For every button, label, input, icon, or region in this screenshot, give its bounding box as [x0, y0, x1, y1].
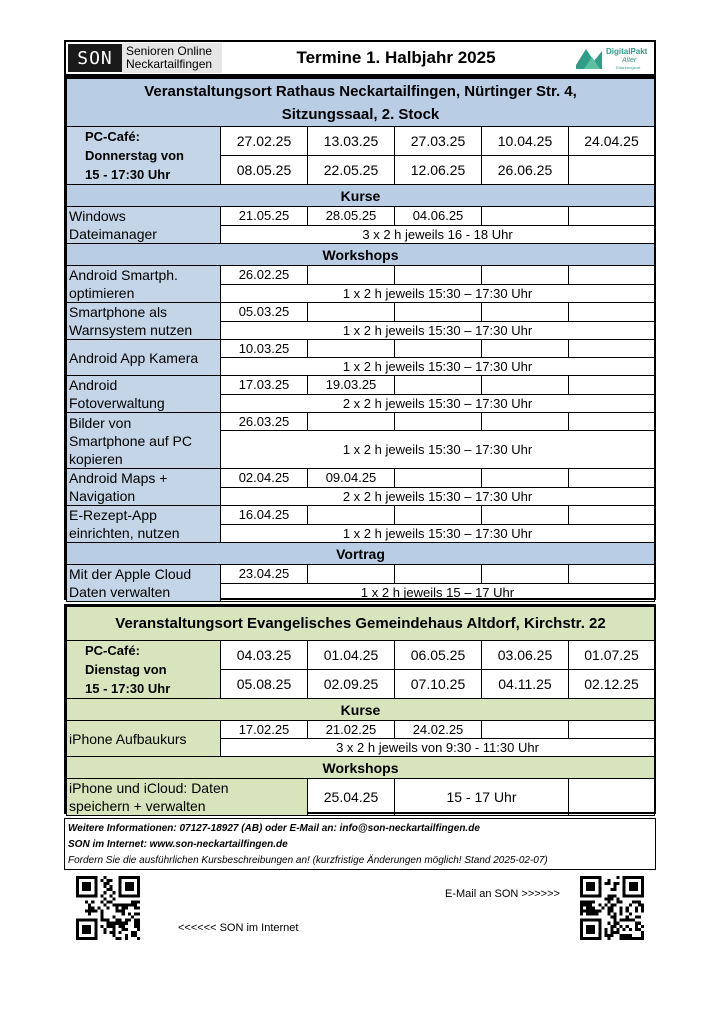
date-cell: [395, 469, 482, 488]
date-cell: 01.04.25: [308, 641, 395, 670]
date-cell: 21.05.25: [221, 207, 308, 226]
section-heading-workshops: Workshops: [67, 757, 655, 779]
date-cell: [482, 721, 569, 739]
date-cell: 07.10.25: [395, 670, 482, 699]
course-label-line1: Smartphone als: [69, 304, 168, 320]
venue2-table: [66, 606, 655, 816]
date-cell: 19.03.25: [308, 376, 395, 395]
date-cell: 10.03.25: [221, 340, 308, 358]
course-label: [67, 506, 221, 543]
date-cell: 10.04.25: [482, 127, 569, 156]
pc-cafe-line2: Dienstag von: [85, 662, 167, 677]
course-label-line2: Daten verwalten: [69, 584, 171, 600]
date-cell: [482, 207, 569, 226]
date-cell: 02.04.25: [221, 469, 308, 488]
course-label: iPhone Aufbaukurs: [67, 721, 221, 757]
course-label-line1: Mit der Apple Cloud: [69, 566, 192, 582]
course-label-line3: kopieren: [69, 450, 123, 467]
org-name-line2: Neckartailfingen: [126, 57, 213, 71]
course-label-line2: Navigation: [69, 488, 136, 504]
date-cell: 28.05.25: [308, 207, 395, 226]
date-cell: 26.02.25: [221, 266, 308, 285]
date-cell: [569, 156, 655, 185]
course-label-line2: Fotoverwaltung: [69, 395, 165, 411]
section-heading-kurse: Kurse: [67, 699, 655, 721]
date-cell: [569, 340, 655, 358]
partner-line2: Alter: [622, 57, 637, 64]
course-schedule-info: 1 x 2 h jeweils 15 – 17 Uhr: [221, 583, 655, 602]
course-label-line2: einrichten, nutzen: [69, 525, 180, 541]
org-name: [122, 43, 222, 73]
venue2-section: [64, 604, 656, 814]
date-cell: [395, 303, 482, 322]
venue2-pc-cafe-label: [67, 641, 221, 699]
date-cell: [482, 469, 569, 488]
date-cell: 26.03.25: [221, 413, 308, 431]
date-cell: [482, 565, 569, 584]
date-cell: 23.04.25: [221, 565, 308, 584]
footer-line1: Weitere Informationen: 07127-18927 (AB) oder E-Mail an: info@son-neckartailfingen.de: [68, 823, 480, 834]
date-cell: 17.03.25: [221, 376, 308, 395]
course-schedule-info: 2 x 2 h jeweils 15:30 – 17:30 Uhr: [221, 394, 655, 413]
header-bar: [64, 40, 656, 76]
pc-cafe-line1: PC-Café:: [85, 643, 140, 658]
partner-line1: DigitalPakt: [606, 47, 648, 56]
date-cell: [308, 413, 395, 431]
section-heading-workshops: Workshops: [67, 244, 655, 266]
workshop-time: 15 - 17 Uhr: [395, 779, 569, 816]
course-label: [67, 376, 221, 413]
partner-line3: Erfahrungsort: [616, 65, 641, 70]
date-cell: [395, 266, 482, 285]
course-schedule-info: 1 x 2 h jeweils 15:30 – 17:30 Uhr: [221, 321, 655, 340]
date-cell: [308, 506, 395, 525]
course-label: [67, 469, 221, 506]
date-cell: [308, 303, 395, 322]
pc-cafe-line3: 15 - 17:30 Uhr: [85, 681, 171, 696]
date-cell: [569, 721, 655, 739]
date-cell: 17.02.25: [221, 721, 308, 739]
pc-cafe-line1: PC-Café:: [85, 129, 140, 144]
venue1-heading-line1: Veranstaltungsort Rathaus Neckartailfingen, Nürtinger Str. 4,: [144, 82, 577, 100]
date-cell: 04.03.25: [221, 641, 308, 670]
date-cell: 05.08.25: [221, 670, 308, 699]
course-schedule-info: 1 x 2 h jeweils 15:30 – 17:30 Uhr: [221, 358, 655, 376]
date-cell: [569, 266, 655, 285]
date-cell: [482, 303, 569, 322]
course-schedule-info: 1 x 2 h jeweils 15:30 – 17:30 Uhr: [221, 524, 655, 543]
course-schedule-info: 3 x 2 h jeweils von 9:30 - 11:30 Uhr: [221, 739, 655, 757]
course-schedule-info: 1 x 2 h jeweils 15:30 – 17:30 Uhr: [221, 284, 655, 303]
date-cell: [482, 376, 569, 395]
date-cell: 13.03.25: [308, 127, 395, 156]
course-label-line2: Dateimanager: [69, 226, 157, 242]
footer-line3: Fordern Sie die ausführlichen Kursbeschreibungen an! (kurzfristige Änderungen möglich! Stand 2025-02-07): [68, 855, 548, 866]
pc-cafe-line3: 15 - 17:30 Uhr: [85, 167, 171, 182]
date-cell: 16.04.25: [221, 506, 308, 525]
venue1-pc-cafe-label: [67, 127, 221, 185]
venue1-table: [66, 78, 655, 602]
date-cell: 27.03.25: [395, 127, 482, 156]
date-cell: [569, 413, 655, 431]
date-cell: 26.06.25: [482, 156, 569, 185]
date-cell: 24.02.25: [395, 721, 482, 739]
date-cell: 21.02.25: [308, 721, 395, 739]
course-label-line2: Warnsystem nutzen: [69, 322, 193, 338]
workshop-label: [67, 779, 308, 816]
venue1-heading-line2: Sitzungssaal, 2. Stock: [281, 105, 440, 123]
son-internet-label: <<<<<< SON im Internet: [178, 922, 299, 934]
date-cell: 01.07.25: [569, 641, 655, 670]
course-label-line2: optimieren: [69, 285, 135, 301]
date-cell: [482, 413, 569, 431]
date-cell: 03.06.25: [482, 641, 569, 670]
workshop-label-line2: speichern + verwalten: [69, 798, 206, 814]
date-cell: 25.04.25: [308, 779, 395, 816]
date-cell: 06.05.25: [395, 641, 482, 670]
date-cell: 27.02.25: [221, 127, 308, 156]
date-cell: 02.12.25: [569, 670, 655, 699]
date-cell: 05.03.25: [221, 303, 308, 322]
workshop-label-line1: iPhone und iCloud: Daten: [69, 780, 229, 796]
course-label: [67, 413, 221, 469]
date-cell: 08.05.25: [221, 156, 308, 185]
venue1-heading: [67, 79, 655, 127]
date-cell: 12.06.25: [395, 156, 482, 185]
course-label-line1: Android: [69, 377, 118, 393]
course-label-line1: Android App Kamera: [69, 349, 199, 366]
page-title: Termine 1. Halbjahr 2025: [296, 48, 496, 67]
venue2-heading: Veranstaltungsort Evangelisches Gemeindehaus Altdorf, Kirchstr. 22: [67, 607, 655, 641]
course-label-line2: Smartphone auf PC: [69, 432, 192, 449]
footer-info: [64, 818, 656, 870]
qr-code-internet-icon[interactable]: [74, 876, 142, 940]
date-cell: [395, 565, 482, 584]
date-cell: [482, 266, 569, 285]
course-label: [67, 340, 221, 376]
course-label-line1: Windows: [69, 208, 126, 224]
pc-cafe-line2: Donnerstag von: [85, 148, 184, 163]
date-cell: 04.11.25: [482, 670, 569, 699]
footer-line2: SON im Internet: www.son-neckartailfingen.de: [68, 839, 288, 850]
org-name-line1: Senioren Online: [126, 44, 213, 58]
course-schedule-info: 2 x 2 h jeweils 15:30 – 17:30 Uhr: [221, 487, 655, 506]
section-heading-vortrag: Vortrag: [67, 543, 655, 565]
date-cell: [395, 413, 482, 431]
date-cell: 24.04.25: [569, 127, 655, 156]
venue1-section: [64, 76, 656, 600]
course-label-line1: E-Rezept-App: [69, 507, 157, 523]
empty-cell: [569, 779, 655, 816]
course-label: [67, 565, 221, 602]
date-cell: [395, 376, 482, 395]
email-son-label: E-Mail an SON >>>>>>: [445, 888, 560, 900]
date-cell: [308, 565, 395, 584]
course-label: [67, 303, 221, 340]
course-schedule-info: 1 x 2 h jeweils 15:30 – 17:30 Uhr: [221, 431, 655, 469]
qr-code-email-icon[interactable]: [578, 876, 646, 940]
date-cell: [395, 340, 482, 358]
course-label-line1: Bilder von: [69, 414, 132, 431]
date-cell: [482, 340, 569, 358]
date-cell: 04.06.25: [395, 207, 482, 226]
date-cell: [569, 376, 655, 395]
date-cell: [395, 506, 482, 525]
section-heading-kurse: Kurse: [67, 185, 655, 207]
date-cell: [569, 303, 655, 322]
date-cell: [569, 469, 655, 488]
course-label-line1: Android Smartph.: [69, 267, 178, 283]
date-cell: [569, 207, 655, 226]
date-cell: [308, 340, 395, 358]
date-cell: [569, 506, 655, 525]
date-cell: [308, 266, 395, 285]
course-label-line1: Android Maps +: [69, 470, 168, 486]
date-cell: 22.05.25: [308, 156, 395, 185]
date-cell: [569, 565, 655, 584]
course-label: [67, 266, 221, 303]
digitalpakt-logo: [570, 42, 654, 74]
date-cell: 02.09.25: [308, 670, 395, 699]
course-label: [67, 207, 221, 244]
date-cell: 09.04.25: [308, 469, 395, 488]
footer-contact: [68, 821, 652, 837]
date-cell: [482, 506, 569, 525]
course-schedule-info: 3 x 2 h jeweils 16 - 18 Uhr: [221, 225, 655, 244]
son-logo: SON: [68, 44, 122, 72]
